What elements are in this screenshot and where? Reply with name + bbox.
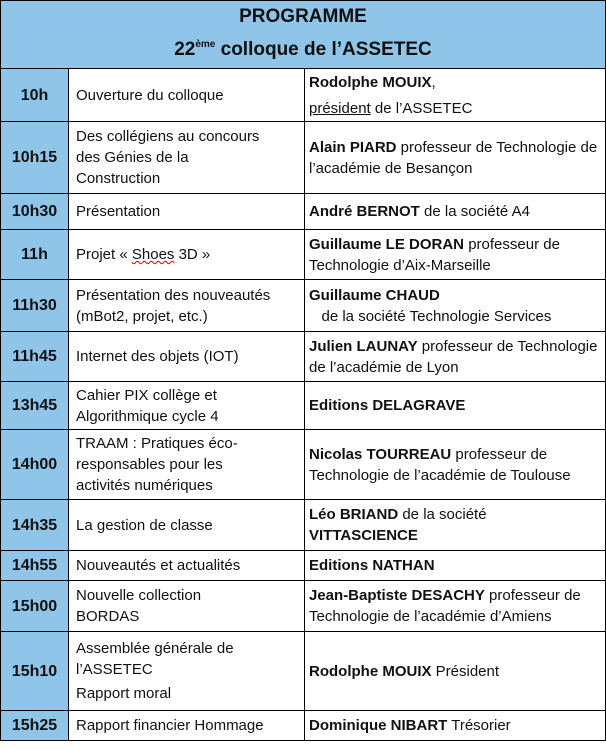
speaker-cell bbox=[305, 551, 606, 581]
speaker-name: Rodolphe MOUIX bbox=[309, 73, 432, 91]
speaker-name: Editions NATHAN bbox=[309, 557, 435, 574]
subtitle-superscript: ème bbox=[195, 39, 216, 50]
subtitle-number: 22 bbox=[174, 39, 196, 60]
table-row bbox=[1, 280, 606, 332]
subject-cell: Présentation des nouveautés (mBot2, projet, etc.) bbox=[69, 280, 305, 332]
time-cell: 14h00 bbox=[1, 430, 69, 500]
time-cell: 15h25 bbox=[1, 711, 69, 741]
company-name: VITTASCIENCE bbox=[309, 527, 418, 544]
programme-table bbox=[0, 68, 606, 741]
programme-title: PROGRAMME bbox=[239, 6, 367, 27]
time-cell: 10h30 bbox=[1, 194, 69, 230]
speaker-name: André BERNOT bbox=[309, 203, 420, 220]
time-cell: 11h30 bbox=[1, 280, 69, 332]
speaker-cell: Julien LAUNAY professeur de Technologie de l’académie de Lyon bbox=[305, 332, 606, 382]
time-cell: 11h bbox=[1, 230, 69, 280]
speaker-cell bbox=[305, 382, 606, 430]
subject-cell: Nouveautés et actualités bbox=[69, 551, 305, 581]
time-cell: 10h bbox=[1, 69, 69, 122]
time-cell: 13h45 bbox=[1, 382, 69, 430]
subject-cell: Assemblée générale de l’ASSETEC Rapport moral bbox=[69, 632, 305, 711]
speaker-name: Guillaume LE DORAN bbox=[309, 235, 465, 253]
table-row bbox=[1, 382, 606, 430]
speaker-name: Guillaume CHAUD bbox=[309, 286, 440, 304]
table-row bbox=[1, 581, 606, 632]
subject-cell: Cahier PIX collège et Algorithmique cycle 4 bbox=[69, 382, 305, 430]
table-row bbox=[1, 430, 606, 500]
speaker-cell: Alain PIARD professeur de Technologie de l’académie de Besançon bbox=[305, 122, 606, 194]
subject-cell: Internet des objets (IOT) bbox=[69, 332, 305, 382]
speaker-cell: Rodolphe MOUIX, président de l’ASSETEC bbox=[305, 69, 606, 122]
speaker-cell: Léo BRIAND de la société VITTASCIENCE bbox=[305, 500, 606, 551]
time-cell: 15h00 bbox=[1, 581, 69, 632]
table-row bbox=[1, 500, 606, 551]
speaker-cell: Jean-Baptiste DESACHY professeur de Technologie de l’académie d’Amiens bbox=[305, 581, 606, 632]
time-cell: 11h45 bbox=[1, 332, 69, 382]
speaker-cell: Guillaume CHAUD de la société Technologie Services bbox=[305, 280, 606, 332]
speaker-name: Alain PIARD bbox=[309, 138, 397, 156]
table-row bbox=[1, 230, 606, 280]
speaker-cell: Rodolphe MOUIX Président bbox=[305, 632, 606, 711]
table-row bbox=[1, 332, 606, 382]
speaker-cell: Dominique NIBART Trésorier bbox=[305, 711, 606, 741]
subject-cell: La gestion de classe bbox=[69, 500, 305, 551]
programme-header bbox=[0, 0, 606, 68]
time-cell: 15h10 bbox=[1, 632, 69, 711]
time-cell: 14h35 bbox=[1, 500, 69, 551]
speaker-name: Julien LAUNAY bbox=[309, 337, 418, 355]
table-row bbox=[1, 632, 606, 711]
time-cell: 14h55 bbox=[1, 551, 69, 581]
table-row bbox=[1, 122, 606, 194]
table-row bbox=[1, 711, 606, 741]
subject-cell: Ouverture du colloque bbox=[69, 69, 305, 122]
speaker-name: Rodolphe MOUIX bbox=[309, 662, 432, 680]
subject-cell: Projet « Shoes 3D » bbox=[69, 230, 305, 280]
subject-cell: Des collégiens au concours des Génies de la Construction bbox=[69, 122, 305, 194]
speaker-name: Jean-Baptiste DESACHY bbox=[309, 587, 485, 604]
programme-subtitle bbox=[1, 33, 605, 62]
speaker-cell: Guillaume LE DORAN professeur de Technologie d’Aix-Marseille bbox=[305, 230, 606, 280]
speaker-name: Editions DELAGRAVE bbox=[309, 397, 466, 414]
table-row bbox=[1, 194, 606, 230]
time-cell: 10h15 bbox=[1, 122, 69, 194]
subject-cell: Présentation bbox=[69, 194, 305, 230]
speaker-name: Léo BRIAND bbox=[309, 506, 399, 523]
subject-cell: TRAAM : Pratiques éco- responsables pour les activités numériques bbox=[69, 430, 305, 500]
speaker-cell: Nicolas TOURREAU professeur de Technologie de l’académie de Toulouse bbox=[305, 430, 606, 500]
table-row bbox=[1, 69, 606, 122]
speaker-name: Dominique NIBART bbox=[309, 717, 448, 734]
table-row bbox=[1, 551, 606, 581]
speaker-name: Nicolas TOURREAU bbox=[309, 445, 452, 463]
subtitle-text: colloque de l’ASSETEC bbox=[215, 39, 432, 60]
subject-cell: Nouvelle collection BORDAS bbox=[69, 581, 305, 632]
speaker-cell: André BERNOT de la société A4 bbox=[305, 194, 606, 230]
subject-cell: Rapport financier Hommage bbox=[69, 711, 305, 741]
